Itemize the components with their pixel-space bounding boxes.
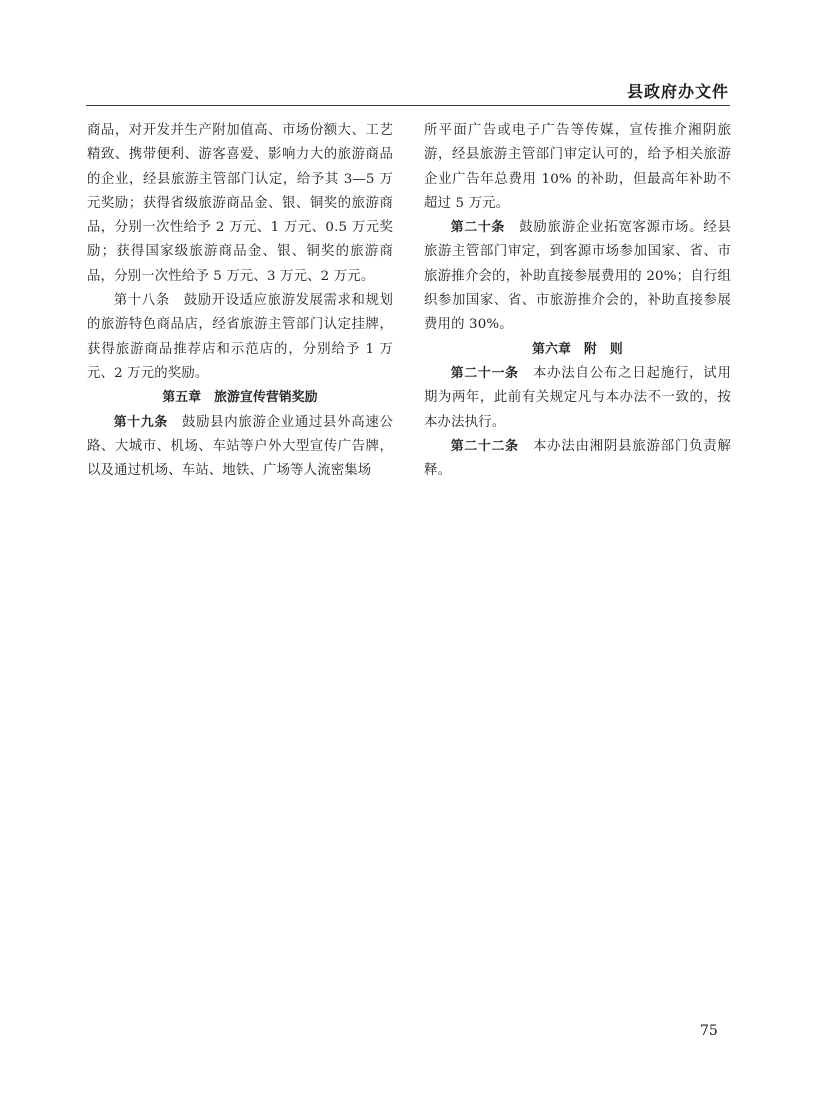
page-number: 75 bbox=[700, 1023, 718, 1039]
article-label: 第二十条 bbox=[450, 220, 506, 236]
right-column bbox=[424, 119, 731, 483]
header-rule bbox=[86, 105, 730, 106]
article-text: 鼓励旅游企业拓宽客源市场。经县旅游主管部门审定，到客源市场参加国家、省、市旅游推介会的，补助直接参展费用的 20%；自行组织参加国家、省、市旅游推介会的，补助直接参展费用的 30%。 bbox=[424, 220, 732, 333]
left-column bbox=[87, 119, 393, 483]
article-text: 鼓励开设适应旅游发展需求和规划的旅游特色商品店，经省旅游主管部门认定挂牌，获得旅游商品推荐店和示范店的，分别给予 1 万元、2 万元的奖励。 bbox=[87, 293, 393, 381]
article-21 bbox=[424, 362, 731, 435]
article-18 bbox=[87, 289, 393, 386]
running-header-title: 县政府办文件 bbox=[626, 82, 729, 101]
article-text: 本办法由湘阴县旅游部门负责解释。 bbox=[424, 438, 731, 479]
chapter-heading: 第五章 旅游宣传营销奖励 bbox=[162, 390, 318, 406]
article-label: 第二十一条 bbox=[450, 365, 519, 381]
chapter-heading: 第六章 附 则 bbox=[532, 341, 623, 357]
article-label: 第二十二条 bbox=[450, 438, 519, 454]
paragraph-continued: 商品，对开发并生产附加值高、市场份额大、工艺精致、携带便利、游客喜爱、影响力大的旅游商品的企业，经县旅游主管部门认定，给予其 3—5 万元奖励；获得省级旅游商品金、银、铜奖的旅游商品，分别一次性给予 2 万元、1 万元、0.5 万元奖励；获得国家级旅游商品金、银、铜奖的旅游商品，分别一次性给予 5 万元、3 万元、2 万元。 bbox=[87, 123, 393, 284]
article-label: 第十九条 bbox=[113, 414, 168, 430]
article-20 bbox=[424, 216, 731, 337]
article-19 bbox=[87, 411, 393, 484]
article-text: 鼓励县内旅游企业通过县外高速公路、大城市、机场、车站等户外大型宣传广告牌，以及通过机场、车站、地铁、广场等人流密集场 bbox=[87, 414, 393, 479]
article-text: 本办法自公布之日起施行，试用期为两年，此前有关规定凡与本办法不一致的，按本办法执行。 bbox=[424, 365, 731, 430]
paragraph-continued: 所平面广告或电子广告等传媒，宣传推介湘阴旅游，经县旅游主管部门审定认可的，给予相关旅游企业广告年总费用 10% 的补助，但最高年补助不超过 5 万元。 bbox=[424, 123, 731, 211]
article-22 bbox=[424, 435, 731, 484]
article-label: 第十八条 bbox=[113, 293, 170, 309]
